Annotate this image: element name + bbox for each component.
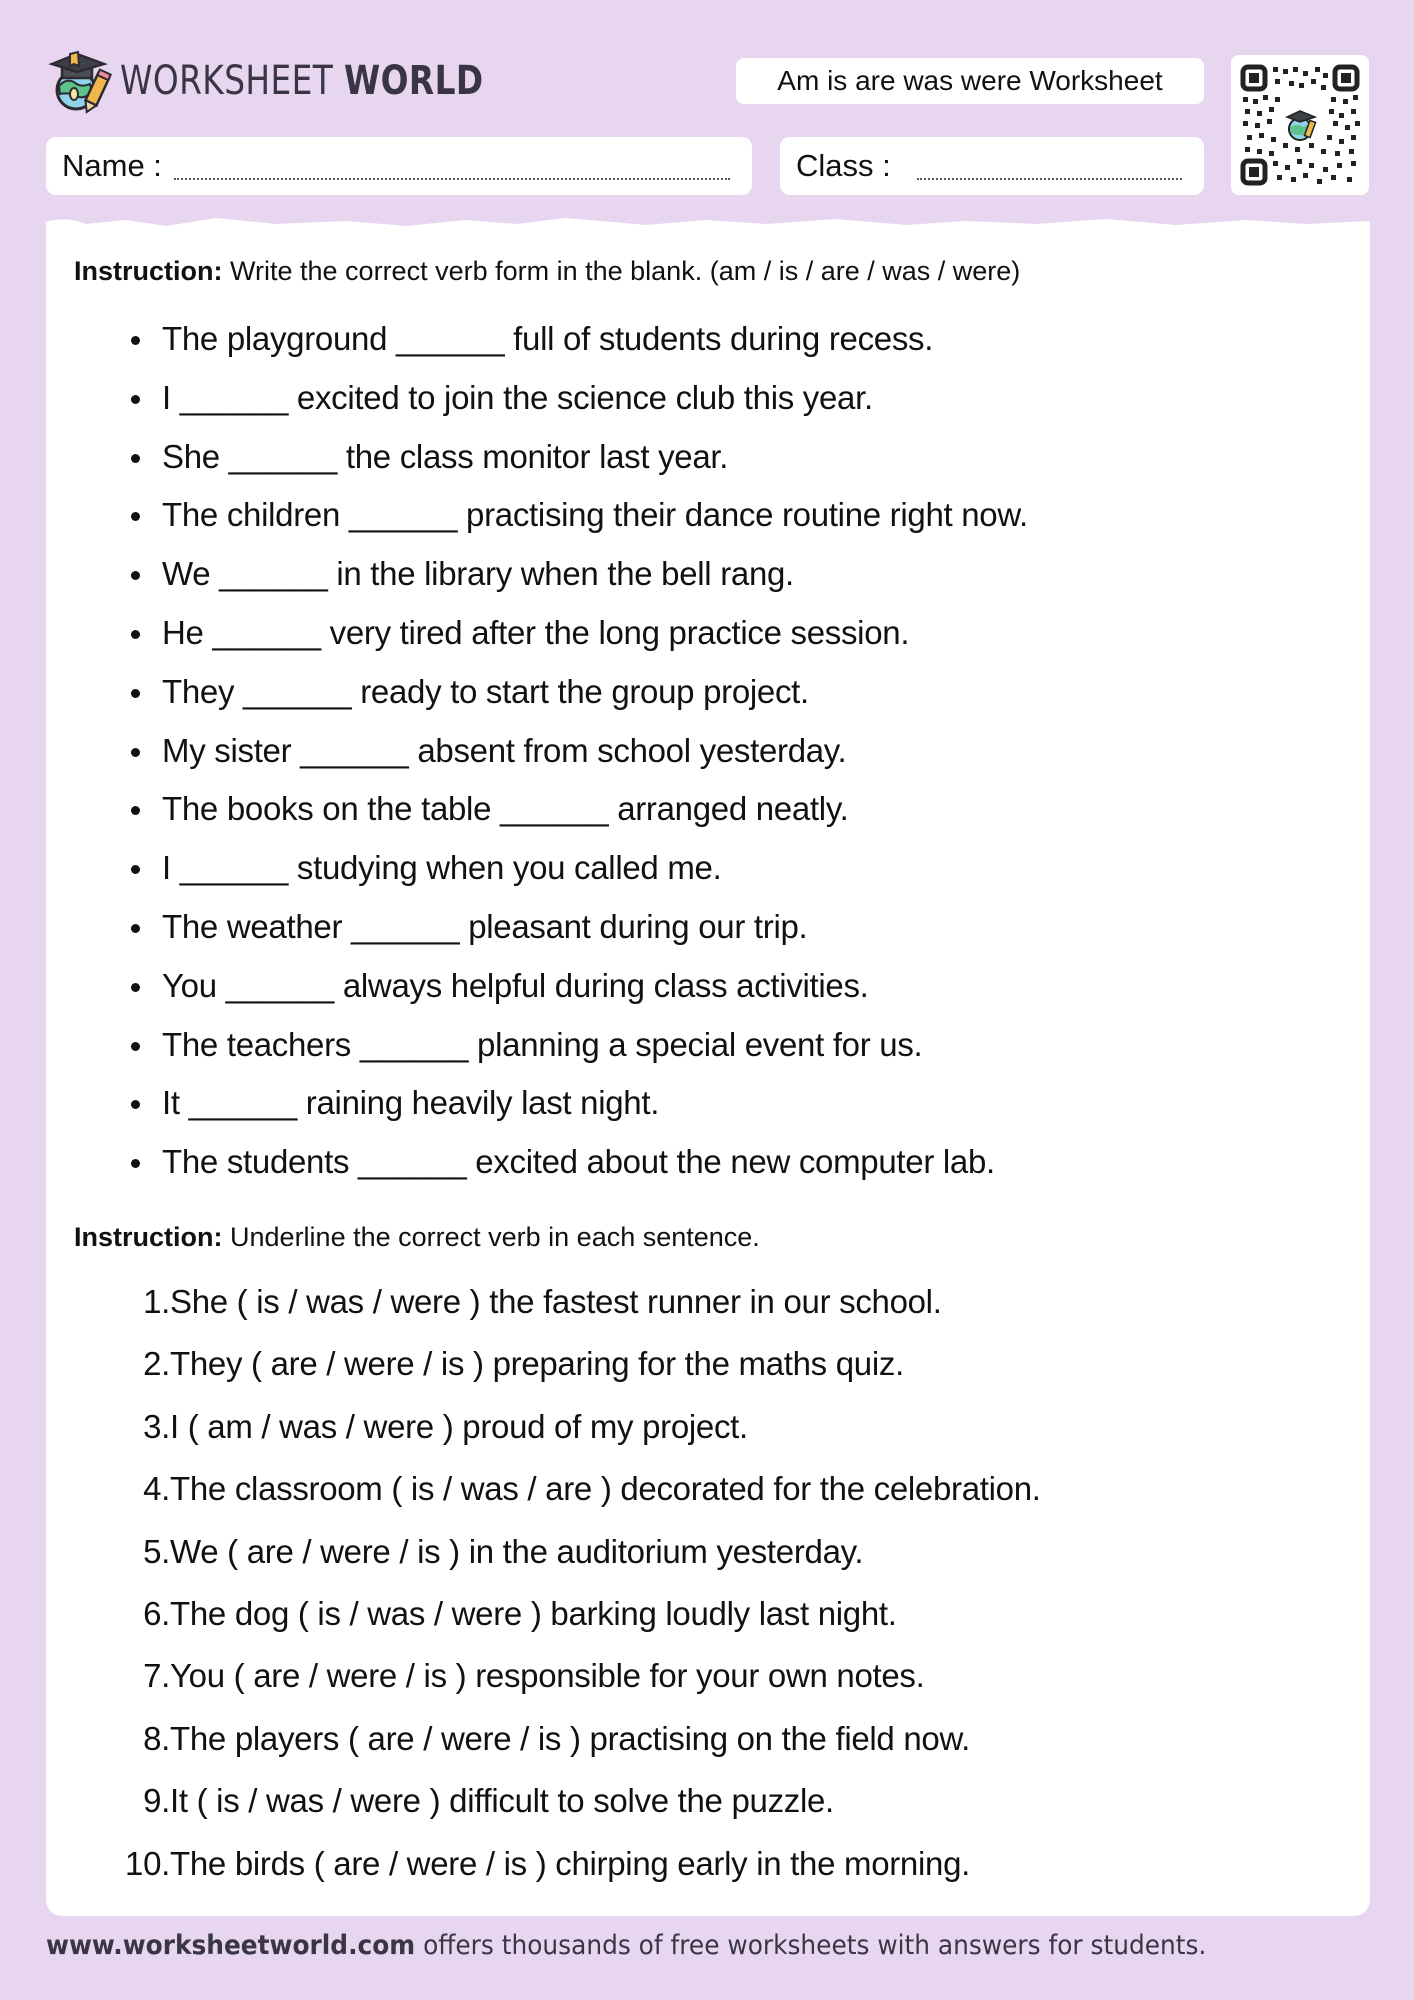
item-number: 3. [143,1407,170,1445]
footer [46,1930,1206,1961]
item-number: 4. [143,1470,170,1508]
item-text: It ( is / was / were ) difficult to solve the puzzle. [170,1782,834,1820]
list-item[interactable] [110,1840,1041,1902]
underline-verb-list [110,1278,1041,1902]
item-number: 6. [143,1594,170,1632]
list-item[interactable] [110,1465,1041,1527]
item-number: 8. [143,1719,170,1757]
item-number: 2. [143,1345,170,1383]
graduation-globe-pencil-icon [46,48,112,114]
qr-code-icon [1239,63,1361,187]
name-label: Name : [62,148,162,183]
item-text: We ( are / were / is ) in the auditorium yesterday. [170,1532,864,1570]
list-item[interactable] [110,1278,1041,1340]
list-item[interactable] [110,1715,1041,1777]
list-item[interactable]: We ______ in the library when the bell rang. [120,550,1028,609]
list-item[interactable]: My sister ______ absent from school yesterday. [120,727,1028,786]
list-item[interactable]: The books on the table ______ arranged neatly. [120,785,1028,844]
section2-instruction: Instruction: Underline the correct verb in each sentence. [74,1222,760,1252]
list-item[interactable] [110,1340,1041,1402]
list-item[interactable]: I ______ excited to join the science club this year. [120,374,1028,433]
qr-code [1231,55,1369,195]
item-text: The dog ( is / was / were ) barking loudly last night. [170,1594,897,1632]
list-item[interactable]: The weather ______ pleasant during our trip. [120,903,1028,962]
item-text: The players ( are / were / is ) practising on the field now. [170,1719,971,1757]
item-text: The birds ( are / were / is ) chirping early in the morning. [170,1844,970,1882]
list-item[interactable]: It ______ raining heavily last night. [120,1079,1028,1138]
list-item[interactable]: The playground ______ full of students during recess. [120,315,1028,374]
list-item[interactable] [110,1528,1041,1590]
item-text: She ( is / was / were ) the fastest runner in our school. [170,1283,942,1320]
list-item[interactable] [110,1777,1041,1839]
brand-name: WORKSHEET WORLD [120,58,484,104]
item-number: 5. [143,1532,170,1570]
brand-logo [46,48,563,114]
section1-instruction: Instruction: Write the correct verb form in the blank. (am / is / are / was / were) [74,256,1021,286]
item-number: 10. [125,1844,170,1882]
footer-site-link[interactable]: www.worksheetworld.com [46,1930,416,1961]
worksheet-title-text: Am is are was were Worksheet [777,65,1163,96]
list-item[interactable]: She ______ the class monitor last year. [120,433,1028,492]
list-item[interactable]: He ______ very tired after the long practice session. [120,609,1028,668]
list-item[interactable]: The teachers ______ planning a special event for us. [120,1021,1028,1080]
item-text: They ( are / were / is ) preparing for the maths quiz. [170,1345,904,1383]
item-number: 9. [143,1782,170,1820]
list-item[interactable]: I ______ studying when you called me. [120,844,1028,903]
name-field[interactable] [46,137,752,195]
list-item[interactable]: The children ______ practising their dance routine right now. [120,491,1028,550]
class-label: Class : [796,148,891,183]
footer-text: offers thousands of free worksheets with answers for students. [415,1930,1207,1961]
item-text: I ( am / was / were ) proud of my project. [170,1407,748,1445]
class-blank-line[interactable] [917,152,1182,180]
fill-in-blank-list [120,315,1028,1197]
name-blank-line[interactable] [174,152,730,180]
list-item[interactable]: They ______ ready to start the group project. [120,668,1028,727]
item-text: You ( are / were / is ) responsible for your own notes. [170,1657,925,1695]
class-field[interactable] [780,137,1204,195]
list-item[interactable] [110,1590,1041,1652]
list-item[interactable] [110,1652,1041,1714]
list-item[interactable] [110,1403,1041,1465]
list-item[interactable]: You ______ always helpful during class activities. [120,962,1028,1021]
list-item[interactable]: The students ______ excited about the new computer lab. [120,1138,1028,1197]
item-text: The classroom ( is / was / are ) decorated for the celebration. [170,1470,1041,1508]
item-number: 1. [143,1283,170,1320]
worksheet-title [736,58,1204,104]
item-number: 7. [143,1657,170,1695]
